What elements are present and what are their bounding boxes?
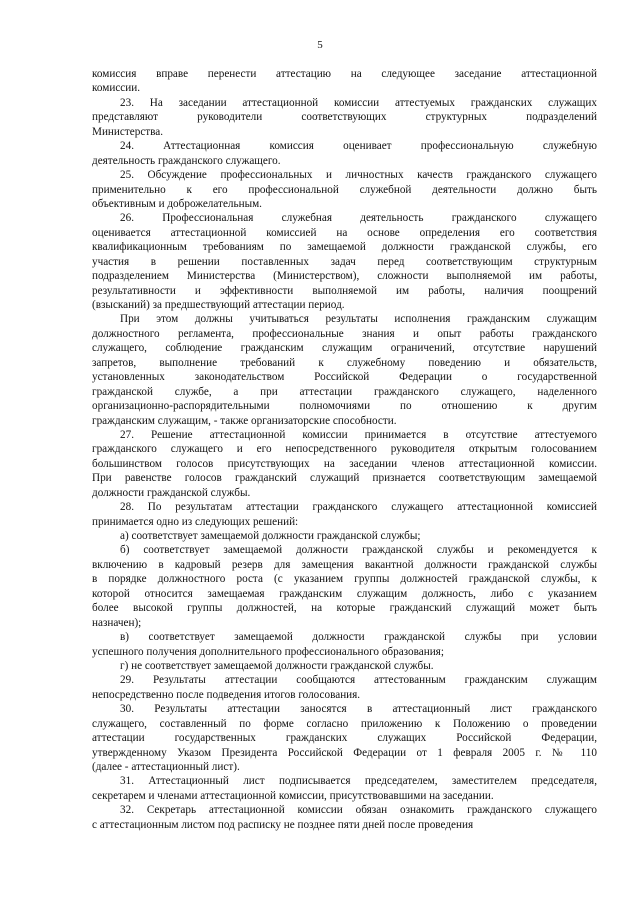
paragraph-28g — [92, 659, 597, 673]
text-line: квалификационным требованиям по замещаемой должности гражданской службы, его — [92, 241, 597, 254]
paragraph-31 — [92, 774, 597, 803]
text-line: 28. По результатам аттестации гражданского служащего аттестационной комиссией — [120, 501, 597, 514]
paragraph-24 — [92, 139, 597, 168]
page-number: 5 — [317, 39, 323, 51]
text-line: представляют руководители соответствующих структурных подразделений — [92, 111, 597, 124]
text-line: комиссия вправе перенести аттестацию на следующее заседание аттестационной — [92, 68, 597, 80]
text-line: (взысканий) за предшествующий аттестации период. — [92, 299, 345, 311]
text-line: участия в решении поставленных задач перед соответствующим структурным — [92, 255, 597, 268]
text-line: объективным и доброжелательным. — [92, 197, 262, 210]
text-line: применительно к его профессиональной служебной деятельности должно быть — [92, 183, 597, 196]
text-line: служащего, соблюдение гражданским служащим ограничений, отсутствие нарушений — [92, 342, 597, 355]
document-body — [92, 67, 597, 832]
text-line: деятельность гражданского служащего. — [92, 154, 281, 167]
paragraph-27 — [92, 428, 597, 500]
paragraph-25 — [92, 168, 597, 211]
text-line: секретарем и членами аттестационной комиссии, присутствовавшими на заседании. — [92, 789, 494, 802]
text-line: гражданского служащего и его непосредственного руководителя открытым голосованием — [92, 443, 597, 456]
text-line: назначен); — [92, 616, 142, 629]
paragraph-28 — [92, 500, 597, 529]
text-line: а) соответствует замещаемой должности гражданской службы; — [120, 530, 421, 542]
text-line: 27. Решение аттестационной комиссии принимается в отсутствие аттестуемого — [120, 428, 597, 441]
text-line: 32. Секретарь аттестационной комиссии обязан ознакомить гражданского служащего — [120, 804, 597, 817]
text-line: включению в кадровый резерв для замещения вакантной должности гражданской службы — [92, 558, 597, 571]
text-line: утвержденному Указом Президента Российской Федерации от 1 февраля 2005 г. № 110 — [92, 746, 597, 759]
text-line: При равенстве голосов гражданский служащий признается соответствующим замещаемой — [92, 472, 597, 485]
text-line: служащего, составленный по форме согласно приложению к Положению о проведении — [92, 717, 597, 730]
paragraph-29 — [92, 673, 597, 702]
text-line: оценивается аттестационной комиссией на основе определения его соответствия — [92, 226, 597, 239]
text-line: более высокой группы должностей, на которые гражданский служащий может быть — [92, 602, 597, 615]
paragraph-32 — [92, 803, 597, 832]
text-line: большинством голосов присутствующих на заседании членов аттестационной комиссии. — [92, 457, 597, 470]
text-line: должностного регламента, профессиональные знания и опыт работы гражданского — [92, 327, 597, 340]
paragraph-28a — [92, 529, 597, 543]
text-line: 25. Обсуждение профессиональных и личностных качеств гражданского служащего — [120, 169, 597, 182]
text-line: комиссии. — [92, 82, 141, 95]
paragraph-cont — [92, 67, 597, 96]
text-line: Министерства. — [92, 125, 164, 138]
text-line: (далее - аттестационный лист). — [92, 761, 240, 773]
text-line: непосредственно после подведения итогов голосования. — [92, 688, 361, 701]
text-line: успешного получения дополнительного профессионального образования; — [92, 645, 444, 658]
text-line: 26. Профессиональная служебная деятельность гражданского служащего — [120, 212, 597, 225]
paragraph-23 — [92, 96, 597, 139]
paragraph-28v — [92, 630, 597, 659]
text-line: должности гражданской службы. — [92, 486, 251, 499]
text-line: 23. На заседании аттестационной комиссии аттестуемых гражданских служащих — [120, 96, 597, 109]
text-line: г) не соответствует замещаемой должности гражданской службы. — [120, 659, 434, 672]
text-line: б) соответствует замещаемой должности гражданской службы и рекомендуется к — [120, 544, 597, 557]
text-line: 31. Аттестационный лист подписывается председателем, заместителем председателя, — [120, 775, 597, 788]
text-line: которой относится замещаемая гражданским служащим должность, либо с указанием — [92, 587, 597, 600]
text-line: гражданской службе, а при аттестации гражданского служащего, наделенного — [92, 385, 597, 398]
text-line: 30. Результаты аттестации заносятся в аттестационный лист гражданского — [120, 703, 597, 716]
text-line: с аттестационным листом под расписку не позднее пяти дней после проведения — [92, 818, 474, 831]
text-line: в) соответствует замещаемой должности гражданской службы при условии — [120, 631, 597, 644]
text-line: 24. Аттестационная комиссия оценивает профессиональную служебную — [120, 140, 597, 153]
text-line: установленных законодательством Российской Федерации о государственной — [92, 371, 597, 384]
text-line: организационно-распорядительными полномочиями по отношению к другим — [92, 400, 597, 413]
text-line: принимается одно из следующих решений: — [92, 515, 299, 528]
paragraph-26b — [92, 312, 597, 428]
paragraph-28b — [92, 543, 597, 630]
text-line: результативности и эффективности выполняемой им работы, наличия поощрений — [92, 284, 597, 297]
text-line: в порядке должностного роста (с указанием группы должностей гражданской службы, к — [92, 573, 597, 586]
text-line: запретов, выполнение требований к служебному поведению и обязательств, — [92, 356, 597, 369]
text-line: При этом должны учитываться результаты исполнения гражданским служащим — [120, 313, 597, 326]
text-line: подразделением Министерства (Министерством), сложности выполняемой им работы, — [92, 270, 597, 283]
text-line: гражданским служащим, - также организаторские способности. — [92, 414, 397, 427]
paragraph-26 — [92, 211, 597, 312]
paragraph-30 — [92, 702, 597, 774]
text-line: аттестации государственных гражданских служащих Российской Федерации, — [92, 732, 597, 745]
text-line: 29. Результаты аттестации сообщаются аттестованным гражданским служащим — [120, 674, 597, 687]
